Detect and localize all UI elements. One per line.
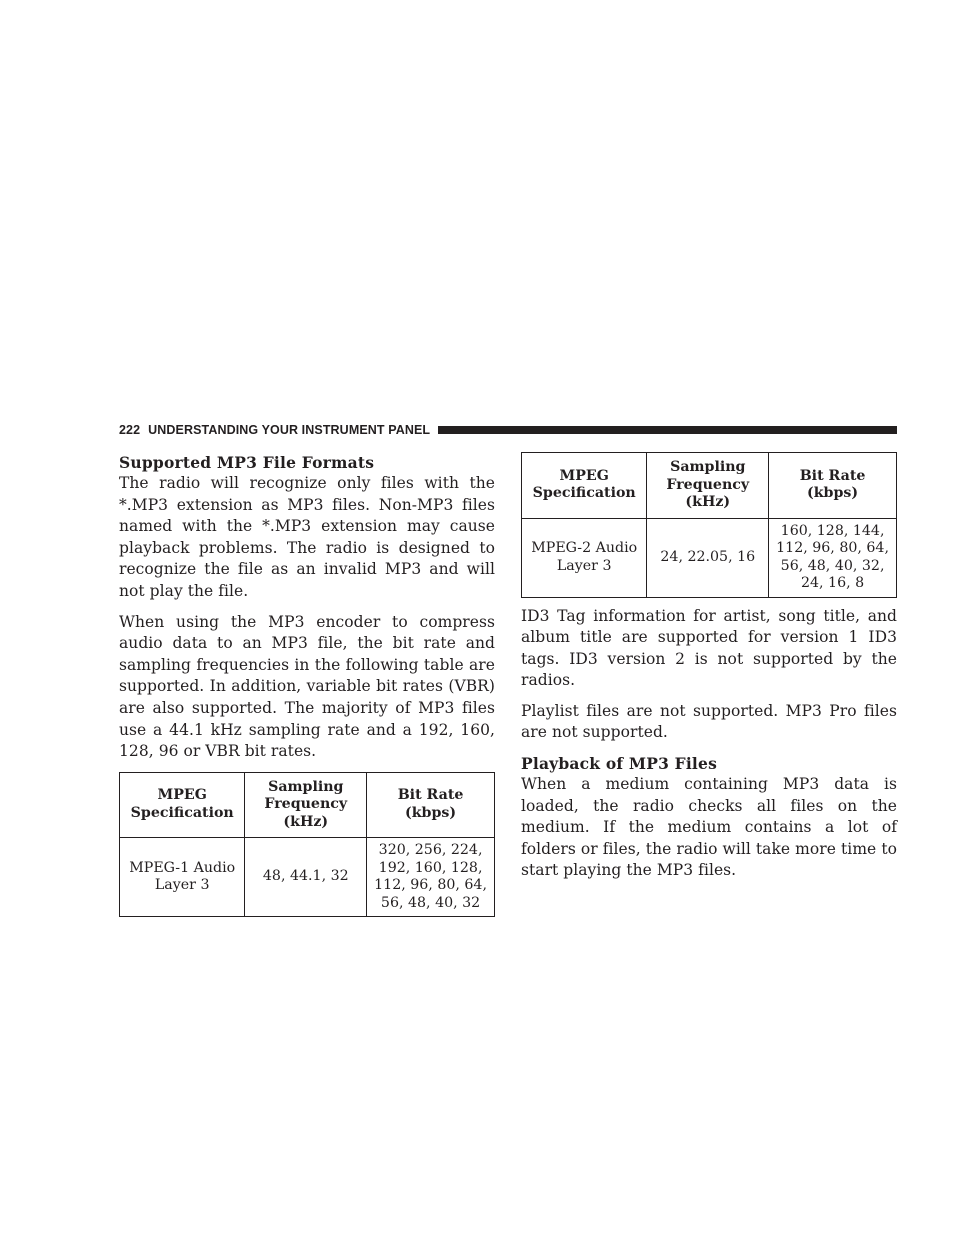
page-number: 222: [119, 423, 141, 437]
mpeg1-table: [119, 772, 495, 918]
page-header: [119, 423, 897, 437]
col-header-spec: MPEG Specification: [522, 453, 647, 519]
left-column: [119, 452, 495, 917]
header-rule: [438, 426, 897, 434]
cell-sampling: 48, 44.1, 32: [245, 838, 367, 917]
table-header-row: [120, 772, 495, 838]
playback-heading: Playback of MP3 Files: [521, 754, 718, 774]
cell-bitrate: 320, 256, 224, 192, 160, 128, 112, 96, 80, 64, 56, 48, 40, 32: [367, 838, 495, 917]
cell-spec: MPEG-2 Audio Layer 3: [522, 518, 647, 597]
paragraph: ID3 Tag information for artist, song title, and album title are supported for version 1 ID3 tags. ID3 version 2 is not supported by the radios.: [521, 606, 897, 690]
col-header-bitrate: Bit Rate (kbps): [769, 453, 897, 519]
cell-bitrate: 160, 128, 144, 112, 96, 80, 64, 56, 48, 40, 32, 24, 16, 8: [769, 518, 897, 597]
col-header-bitrate: Bit Rate (kbps): [367, 772, 495, 838]
col-header-spec: MPEG Specification: [120, 772, 245, 838]
col-header-sampling: Sampling Frequency (kHz): [245, 772, 367, 838]
paragraph: When a medium containing MP3 data is loaded, the radio checks all files on the medium. If the medium contains a lot of folders or files, the radio will take more time to start playing the MP3 files.: [521, 775, 897, 880]
supported-formats-heading: Supported MP3 File Formats: [119, 453, 375, 472]
section-title: UNDERSTANDING YOUR INSTRUMENT PANEL: [148, 423, 431, 437]
paragraph: When using the MP3 encoder to compress audio data to an MP3 file, the bit rate and sampling frequencies in the following table are supported. In addition, variable bit rates (VBR) are also supported. The majority of MP3 files use a 44.1 kHz sampling rate and a 192, 160, 128, 96 or VBR bit rates.: [119, 612, 495, 761]
paragraph: The radio will recognize only files with the *.MP3 extension as MP3 files. Non-MP3 files named with the *.MP3 extension may cause playback problems. The radio is designed to recognize the file as an invalid MP3 and will not play the file.: [119, 474, 495, 600]
col-header-sampling: Sampling Frequency (kHz): [647, 453, 769, 519]
mpeg2-table: [521, 452, 897, 598]
paragraph: Playlist files are not supported. MP3 Pro files are not supported.: [521, 701, 897, 742]
cell-sampling: 24, 22.05, 16: [647, 518, 769, 597]
right-column: [521, 452, 897, 891]
cell-spec: MPEG-1 Audio Layer 3: [120, 838, 245, 917]
table-header-row: [522, 453, 897, 519]
table-row: [522, 518, 897, 597]
table-row: [120, 838, 495, 917]
